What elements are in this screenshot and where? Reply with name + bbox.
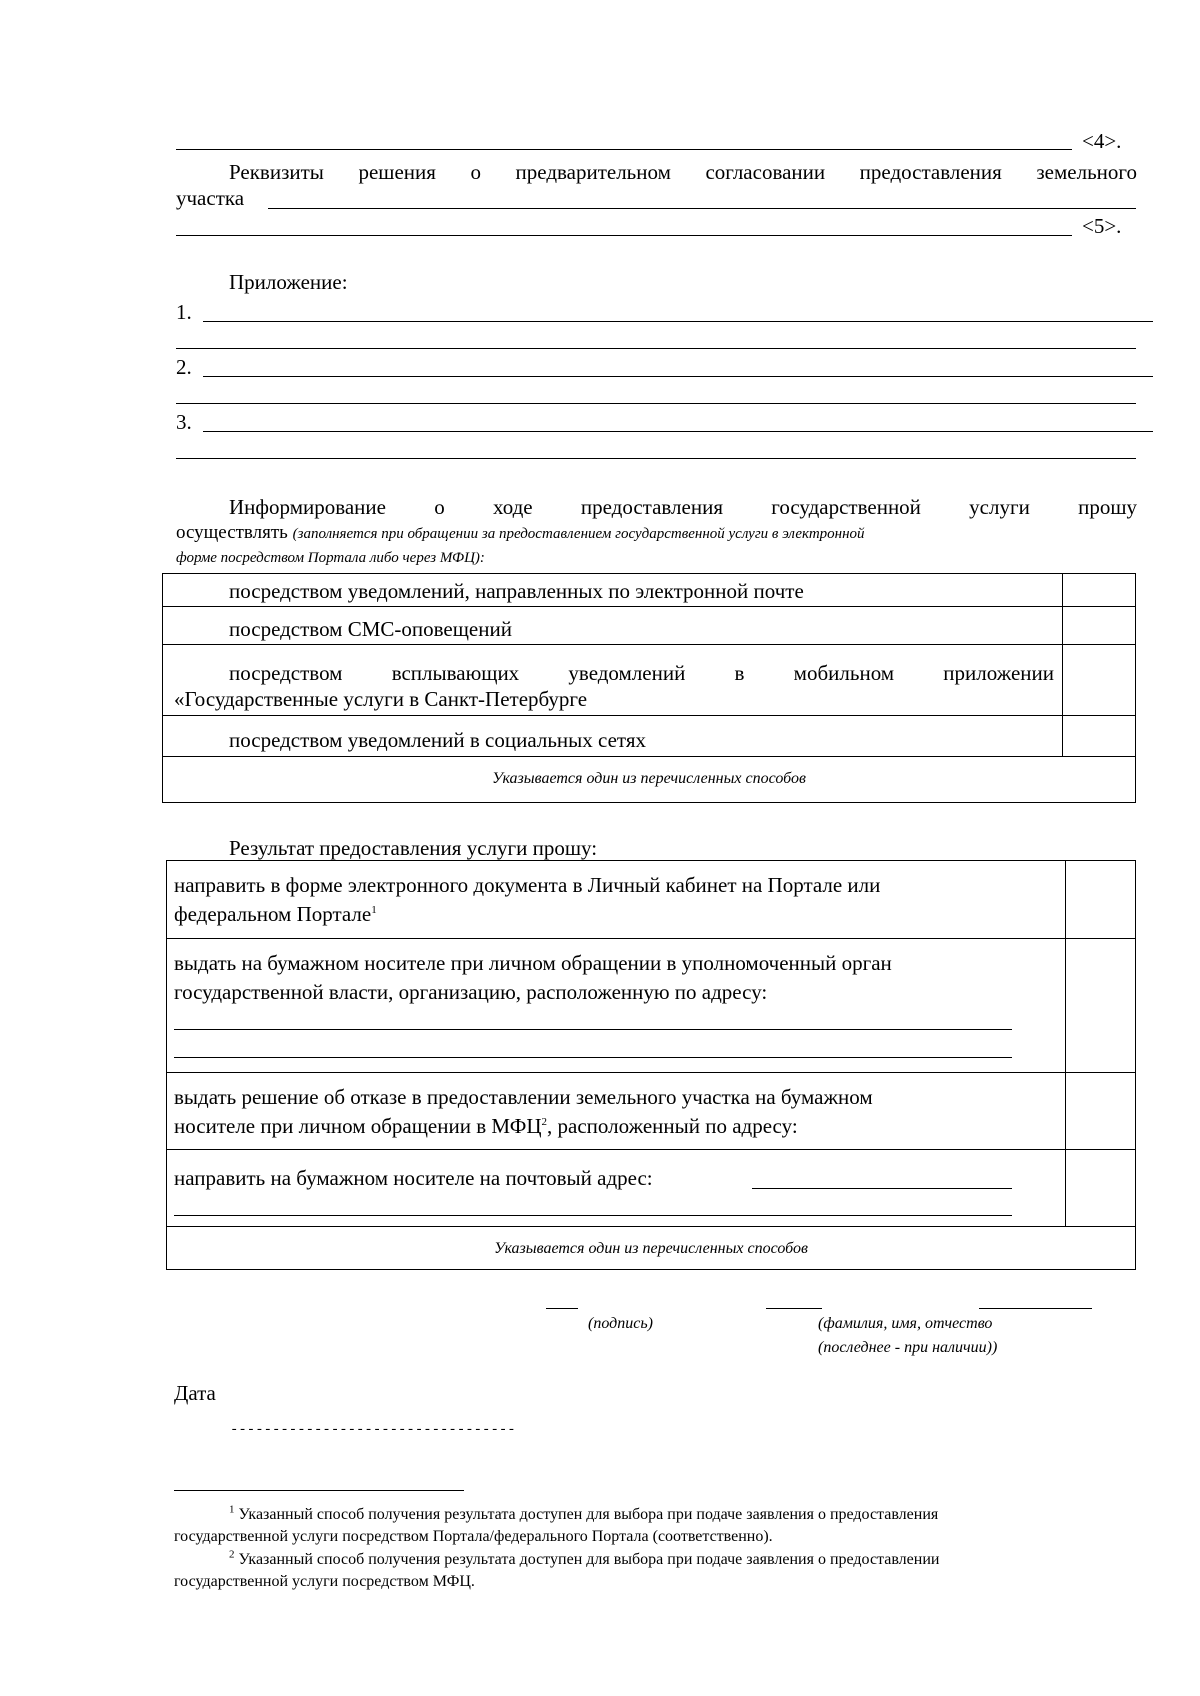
result-checkbox-post[interactable] [1067,1151,1134,1225]
attachment-line-2a [203,376,1153,377]
footnote-1-line1 [229,1505,938,1525]
attachment-number-3: 3. [176,410,192,434]
attachment-line-1a [203,321,1153,322]
result-option-portal-text: федеральном Портале [174,902,372,926]
requisites-text-line1: Реквизиты решения о предварительном согласовании предоставления земельного [229,160,1137,184]
result-row-divider [166,1072,1136,1073]
attachment-line-2b [176,403,1136,404]
attachment-number-2: 2. [176,355,192,379]
fill-line [176,149,1072,150]
informing-option-social: посредством уведомлений в социальных сетях [229,728,646,752]
informing-checkbox-social[interactable] [1064,717,1134,755]
name-line-2 [979,1308,1092,1309]
result-title: Результат предоставления услуги прошу: [229,836,598,860]
informing-row-divider [162,756,1136,757]
informing-checkbox-email[interactable] [1064,575,1134,605]
requisites-fill-line-2 [176,235,1072,236]
result-checkbox-refusal[interactable] [1067,1074,1134,1148]
address-fill-line-2 [174,1057,1012,1058]
result-option-portal-line2 [174,901,377,927]
result-option-post-line1: направить на бумажном носителе на почтовый адрес: [174,1166,653,1190]
attachment-line-3b [176,458,1136,459]
signature-caption: (подпись) [588,1315,653,1332]
result-checkbox-portal[interactable] [1067,862,1134,937]
date-label: Дата [174,1381,216,1405]
result-option-refusal-line2 [174,1113,798,1139]
result-table-footer: Указывается один из перечисленных способов [494,1240,808,1257]
date-dashes: ---------------------------------- [230,1422,516,1438]
footnote-ref-1: 1 [371,904,377,916]
informing-note: (заполняется при обращении за предоставлением государственной услуги в электронной [292,526,865,542]
result-option-refusal-tail: , расположенный по адресу: [547,1114,798,1138]
result-checkbox-column [1065,860,1066,1226]
footnote-ref-2: 2 [541,1116,548,1128]
informing-line1: Информирование о ходе предоставления государственной услуги прошу [229,495,1137,519]
post-address-fill-line-2 [174,1215,1012,1216]
result-option-refusal-text: носителе при личном обращении в МФЦ [174,1114,542,1138]
informing-row-divider [162,715,1136,716]
footnote-2-line1 [229,1550,939,1570]
result-option-portal-line1: направить в форме электронного документа в Личный кабинет на Портале или [174,873,881,897]
informing-checkbox-column [1062,573,1063,756]
result-row-divider [166,1149,1136,1150]
footnote-separator [174,1490,464,1491]
requisites-fill-line [268,208,1136,209]
marker-5: <5>. [1082,214,1122,238]
footnote-1-line2: государственной услуги посредством Портала/федерального Портала (соответственно). [174,1528,773,1545]
attachment-line-3a [203,431,1153,432]
marker-4: <4>. [1082,129,1122,153]
result-checkbox-paper[interactable] [1067,940,1134,1071]
footnote-2-number: 2 [229,1548,235,1561]
name-caption-line2: (последнее - при наличии)) [818,1339,998,1356]
result-row-divider [166,938,1136,939]
footnote-2-line2: государственной услуги посредством МФЦ. [174,1573,475,1590]
informing-table-footer: Указывается один из перечисленных способов [492,770,806,787]
informing-bold: осуществлять [176,522,288,543]
informing-checkbox-sms[interactable] [1064,608,1134,643]
name-caption-line1: (фамилия, имя, отчество [818,1315,993,1332]
signature-line [546,1308,578,1309]
footnote-2-text: Указанный способ получения результата доступен для выбора при подаче заявления о предоставлении [238,1551,940,1568]
informing-option-sms: посредством СМС-оповещений [229,617,512,641]
attachment-number-1: 1. [176,300,192,324]
informing-row-divider [162,606,1136,607]
result-option-paper-line2: государственной власти, организацию, расположенную по адресу: [174,980,768,1004]
post-address-fill-line-1 [752,1188,1012,1189]
result-option-refusal-line1: выдать решение об отказе в предоставлении земельного участка на бумажном [174,1085,873,1109]
attachment-line-1b [176,348,1136,349]
informing-option-email: посредством уведомлений, направленных по электронной почте [229,579,804,603]
informing-checkbox-push[interactable] [1064,646,1134,714]
informing-note-line3: форме посредством Портала либо через МФЦ): [176,550,485,566]
result-row-divider [166,1226,1136,1227]
informing-option-push-line1: посредством всплывающих уведомлений в мобильном приложении [229,661,1054,685]
requisites-text-line2: участка [176,186,245,210]
footnote-1-number: 1 [229,1503,235,1516]
informing-line2 [176,520,1138,547]
attachments-title: Приложение: [229,270,348,294]
address-fill-line-1 [174,1029,1012,1030]
name-line [766,1308,822,1309]
footnote-1-text: Указанный способ получения результата доступен для выбора при подаче заявления о предоставления [238,1506,939,1523]
informing-row-divider [162,644,1136,645]
informing-option-push-line2: «Государственные услуги в Санкт-Петербурге [174,687,588,711]
result-option-paper-line1: выдать на бумажном носителе при личном обращении в уполномоченный орган [174,951,892,975]
